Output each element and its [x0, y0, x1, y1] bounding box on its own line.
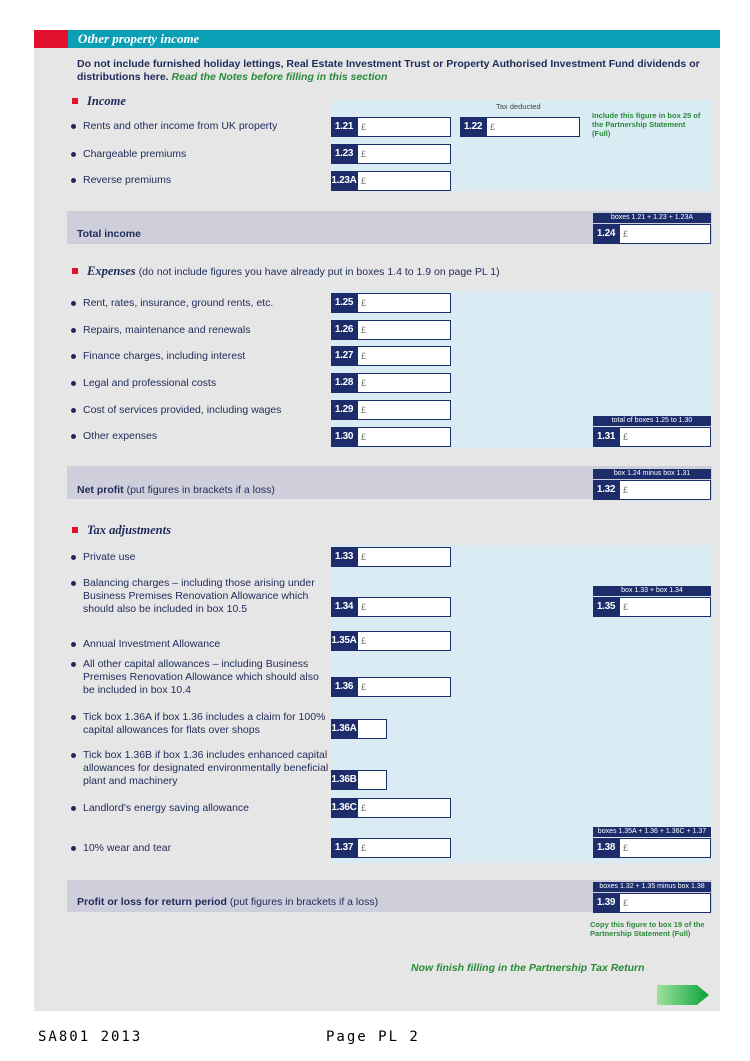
bullet-dot-icon	[71, 581, 76, 586]
adjustment-row-3: Annual Investment Allowance	[71, 638, 331, 651]
income-heading: Income	[72, 94, 126, 109]
box-input-1-37[interactable]: £	[357, 838, 451, 858]
bullet-dot-icon	[71, 846, 76, 851]
intro-bold: Do not include furnished holiday lettings, Real Estate Investment Trust or Property Authorised Investment Fund dividends or distributions here.	[77, 58, 700, 83]
section-red-tab	[34, 30, 68, 48]
box-number: 1.36A	[331, 719, 357, 739]
net-profit-tag: box 1.24 minus box 1.31	[593, 469, 711, 479]
box-number: 1.27	[331, 346, 357, 366]
bullet-dot-icon	[71, 328, 76, 333]
box-number: 1.30	[331, 427, 357, 447]
box-number: 1.26	[331, 320, 357, 340]
bullet-dot-icon	[71, 555, 76, 560]
box-number: 1.35	[593, 597, 619, 617]
box-number: 1.23A	[331, 171, 357, 191]
income-row-2: Chargeable premiums	[71, 148, 331, 161]
income-row-1: Rents and other income from UK property	[71, 120, 331, 133]
box-input-1-38[interactable]: £	[619, 838, 711, 858]
total-expenses-tag: total of boxes 1.25 to 1.30	[593, 416, 711, 426]
box-number: 1.38	[593, 838, 619, 858]
section-title-bar	[68, 30, 720, 48]
box-input-1-34[interactable]: £	[357, 597, 451, 617]
expense-row-4: Legal and professional costs	[71, 377, 331, 390]
bullet-dot-icon	[71, 354, 76, 359]
bullet-dot-icon	[71, 381, 76, 386]
box-input-1-23[interactable]: £	[357, 144, 451, 164]
next-arrow-icon	[657, 985, 709, 1005]
bullet-dot-icon	[71, 715, 76, 720]
total-income-label: Total income	[77, 228, 141, 240]
bullet-square-icon	[72, 268, 78, 274]
box-input-1-28[interactable]: £	[357, 373, 451, 393]
box-number: 1.37	[331, 838, 357, 858]
box-number: 1.39	[593, 893, 619, 913]
box-input-1-31[interactable]: £	[619, 427, 711, 447]
box-input-1-33[interactable]: £	[357, 547, 451, 567]
profit-loss-label: Profit or loss for return period (put figures in brackets if a loss)	[77, 896, 379, 908]
expense-row-5: Cost of services provided, including wages	[71, 404, 331, 417]
tax-adjustments-heading: Tax adjustments	[72, 523, 171, 538]
expense-row-3: Finance charges, including interest	[71, 350, 331, 363]
expense-row-2: Repairs, maintenance and renewals	[71, 324, 331, 337]
expenses-heading: Expenses (do not include figures you have already put in boxes 1.4 to 1.9 on page PL 1)	[72, 264, 500, 279]
box-input-1-32[interactable]: £	[619, 480, 711, 500]
box-input-1-36[interactable]: £	[357, 677, 451, 697]
bullet-square-icon	[72, 527, 78, 533]
box-input-1-26[interactable]: £	[357, 320, 451, 340]
box-number: 1.28	[331, 373, 357, 393]
adjustment-row-5: Tick box 1.36A if box 1.36 includes a claim for 100% capital allowances for flats over shops	[71, 711, 331, 737]
box-number: 1.36B	[331, 770, 357, 790]
adjustment-row-1: Private use	[71, 551, 331, 564]
adjustment-row-4: All other capital allowances – including Business Premises Renovation Allowance which should also be included in box 10.4	[71, 658, 331, 697]
expense-row-6: Other expenses	[71, 430, 331, 443]
bullet-dot-icon	[71, 806, 76, 811]
bullet-dot-icon	[71, 178, 76, 183]
intro-note: Read the Notes before filling in this section	[171, 71, 388, 83]
form-code: SA801 2013	[38, 1029, 143, 1045]
box-input-1-30[interactable]: £	[357, 427, 451, 447]
box-number: 1.21	[331, 117, 357, 137]
box-number: 1.36	[331, 677, 357, 697]
intro-text	[77, 58, 707, 84]
box-input-1-27[interactable]: £	[357, 346, 451, 366]
box-number: 1.29	[331, 400, 357, 420]
sum-1-35-tag: box 1.33 + box 1.34	[593, 586, 711, 596]
tax-deducted-label: Tax deducted	[496, 102, 541, 111]
page-number: Page PL 2	[326, 1029, 420, 1045]
adjustment-row-8: 10% wear and tear	[71, 842, 331, 855]
bullet-dot-icon	[71, 753, 76, 758]
box-number: 1.23	[331, 144, 357, 164]
bullet-dot-icon	[71, 642, 76, 647]
profit-loss-note: Copy this figure to box 19 of the Partnership Statement (Full)	[590, 920, 705, 938]
box-number: 1.33	[331, 547, 357, 567]
box-number: 1.24	[593, 224, 619, 244]
tick-box-1-36A[interactable]	[357, 719, 387, 739]
box-input-1-24[interactable]: £	[619, 224, 711, 244]
box-input-1-36C[interactable]: £	[357, 798, 451, 818]
bullet-dot-icon	[71, 662, 76, 667]
bullet-dot-icon	[71, 434, 76, 439]
box-number: 1.22	[460, 117, 486, 137]
box-input-1-23A[interactable]: £	[357, 171, 451, 191]
box-number: 1.35A	[331, 631, 357, 651]
income-side-note: Include this figure in box 25 of the Partnership Statement (Full)	[592, 111, 701, 138]
box-input-1-35[interactable]: £	[619, 597, 711, 617]
box-input-1-29[interactable]: £	[357, 400, 451, 420]
finish-text: Now finish filling in the Partnership Tax Return	[411, 962, 645, 974]
sum-1-38-tag: boxes 1.35A + 1.36 + 1.36C + 1.37	[593, 827, 711, 837]
total-income-tag: boxes 1.21 + 1.23 + 1.23A	[593, 213, 711, 223]
income-row-3: Reverse premiums	[71, 174, 331, 187]
adjustment-row-6: Tick box 1.36B if box 1.36 includes enhanced capital allowances for designated environmentally beneficial plant and machinery	[71, 749, 331, 788]
bullet-dot-icon	[71, 124, 76, 129]
bullet-square-icon	[72, 98, 78, 104]
box-input-1-39[interactable]: £	[619, 893, 711, 913]
bullet-dot-icon	[71, 301, 76, 306]
bullet-dot-icon	[71, 408, 76, 413]
bullet-dot-icon	[71, 152, 76, 157]
box-input-1-35A[interactable]: £	[357, 631, 451, 651]
box-input-1-25[interactable]: £	[357, 293, 451, 313]
expense-row-1: Rent, rates, insurance, ground rents, etc.	[71, 297, 331, 310]
box-number: 1.31	[593, 427, 619, 447]
box-number: 1.36C	[331, 798, 357, 818]
net-profit-label: Net profit (put figures in brackets if a loss)	[77, 484, 275, 496]
adjustment-row-7: Landlord's energy saving allowance	[71, 802, 331, 815]
box-number: 1.32	[593, 480, 619, 500]
adjustment-row-2: Balancing charges – including those arising under Business Premises Renovation Allowance which should also be included in box 10.5	[71, 577, 331, 616]
section-title: Other property income	[78, 31, 200, 46]
box-input-1-21[interactable]: £	[357, 117, 451, 137]
tick-box-1-36B[interactable]	[357, 770, 387, 790]
profit-loss-tag: boxes 1.32 + 1.35 minus box 1.38	[593, 882, 711, 892]
box-number: 1.34	[331, 597, 357, 617]
box-input-1-22[interactable]: £	[486, 117, 580, 137]
box-number: 1.25	[331, 293, 357, 313]
